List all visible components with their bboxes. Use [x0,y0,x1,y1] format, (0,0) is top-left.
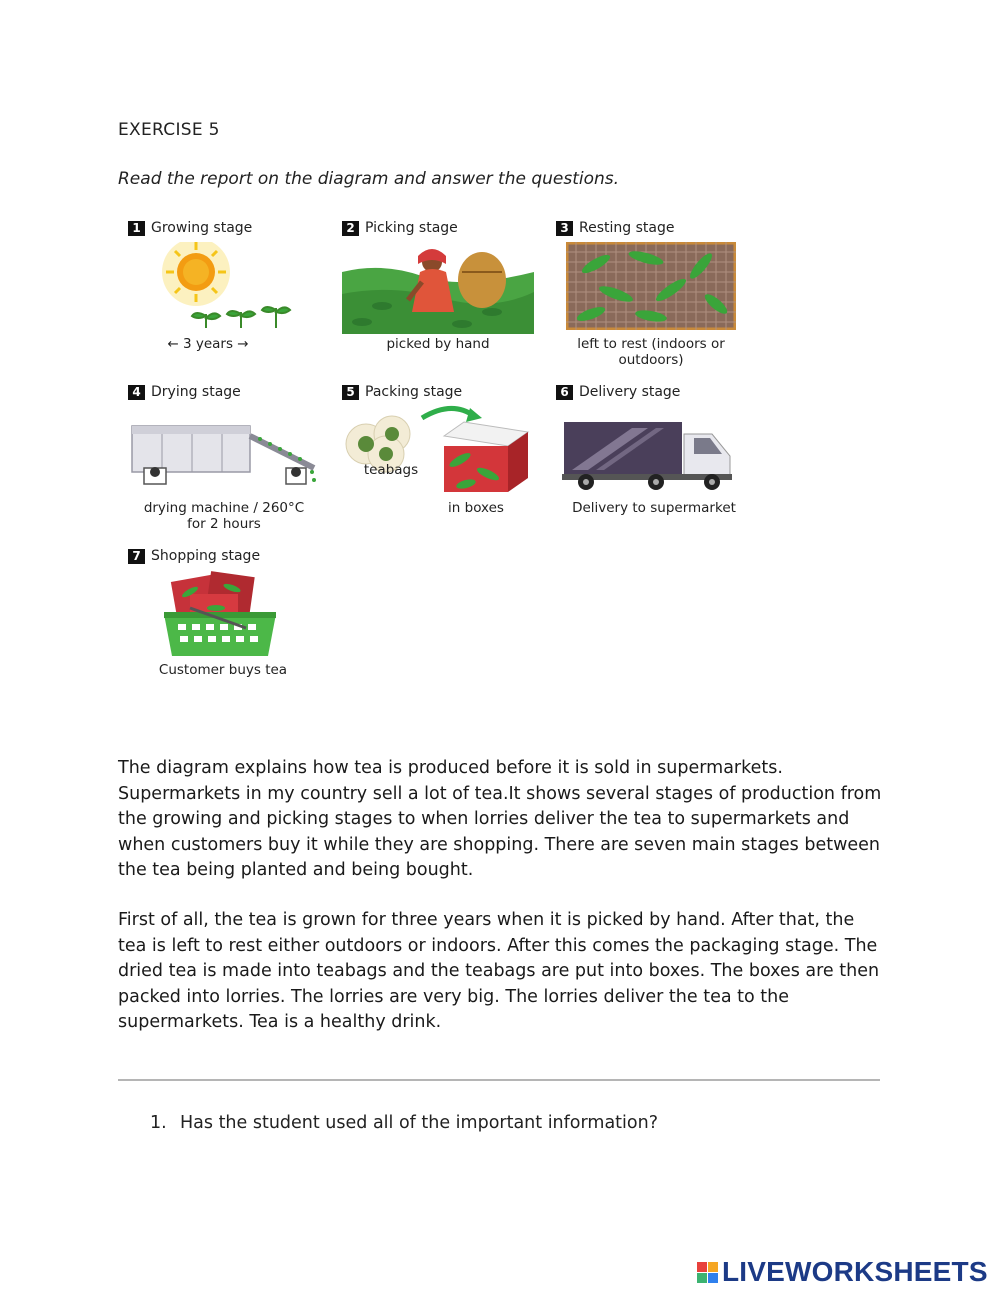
stage-caption: ← 3 years → [167,336,249,352]
sun-seedlings-icon [146,242,296,330]
stage-packing [342,384,542,524]
report-paragraph-1: The diagram explains how tea is produced before it is sold in supermarkets. Supermarkets in my country sell a lot of tea.It shows several stages of production from the growing and picking stages to when lorries deliver the tea to supermarkets and when customers buy it while they are shopping. There are seven main stages between the tea being planted and being bought. [118,758,882,881]
stage-number: 1 [128,221,145,236]
question-text: Has the student used all of the important information? [180,1113,658,1133]
question-number: 1. [150,1113,167,1133]
stage-drying [128,384,328,534]
stage-growing [128,220,308,360]
question-1 [150,1113,658,1133]
stage-label: Drying stage [151,384,241,400]
stage-number: 5 [342,385,359,400]
stage-caption-line2: outdoors) [618,352,684,368]
drying-machine-icon [128,410,320,490]
instruction: Read the report on the diagram and answer the questions. [118,169,620,189]
divider [118,1079,880,1081]
stage-number: 3 [556,221,573,236]
stage-caption: picked by hand [386,336,490,352]
stage-label: Growing stage [151,220,253,236]
stage-number: 4 [128,385,145,400]
stage-label: Packing stage [365,384,463,400]
stage-label: Delivery stage [579,384,681,400]
logo-mark-icon [697,1262,718,1283]
report-paragraph-2: First of all, the tea is grown for three years when it is picked by hand. After that, the tea is left to rest either outdoors or indoors. After this comes the packaging stage. The dried tea is made into teabags and the teabags are put into boxes. The boxes are then packed into lorries. The lorries are very big. The lorries deliver the tea to the supermarkets. Tea is a healthy drink. [118,910,880,1033]
teabags-box-icon [342,404,534,496]
exercise-title: EXERCISE 5 [118,120,220,140]
stage-number: 6 [556,385,573,400]
stage-caption: Delivery to supermarket [572,500,736,516]
stage-caption-line1: left to rest (indoors or [577,336,725,352]
logo-text: LIVEWORKSHEETS [722,1256,988,1287]
stage-caption: Customer buys tea [158,662,288,678]
lorry-icon [562,414,742,494]
teabags-caption: teabags [363,462,419,478]
shopping-basket-icon [160,568,280,660]
stage-picking [342,220,542,360]
stage-resting [556,220,746,370]
stage-caption-line1: drying machine / 260°C [143,500,305,516]
stage-label: Picking stage [365,220,458,236]
stage-number: 2 [342,221,359,236]
stage-caption-line2: for 2 hours [187,516,261,532]
stage-label: Shopping stage [151,548,261,564]
stage-number: 7 [128,549,145,564]
boxes-caption: in boxes [448,500,504,516]
drying-rack-icon [566,242,736,330]
stage-delivery [556,384,756,524]
stage-shopping [128,548,318,688]
liveworksheets-logo [697,1256,988,1288]
tea-picker-icon [342,242,534,334]
stage-label: Resting stage [579,220,675,236]
